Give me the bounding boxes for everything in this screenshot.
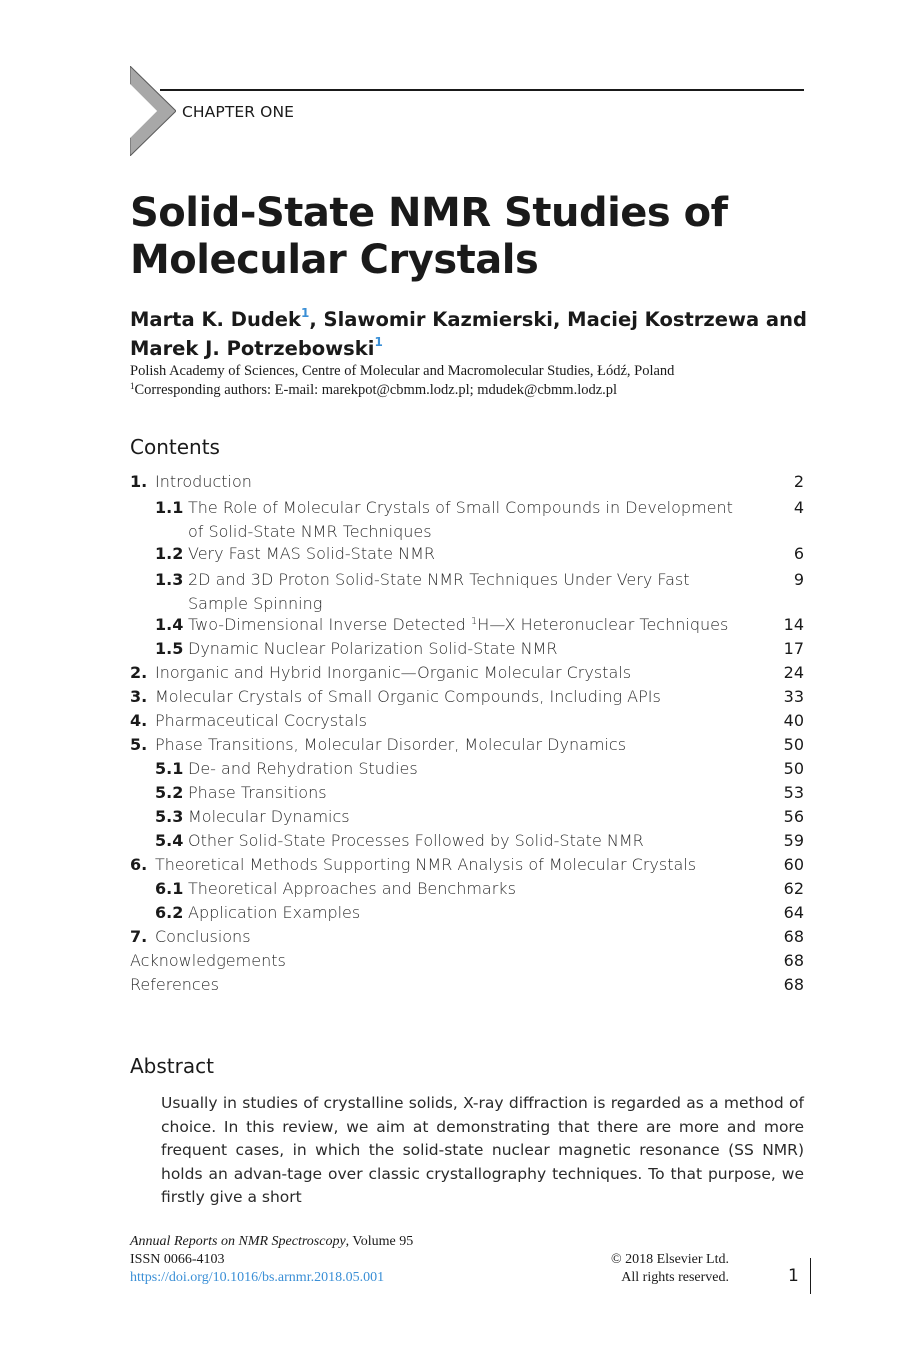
toc-page: 24 bbox=[783, 663, 804, 682]
toc-title: Inorganic and Hybrid Inorganic—Organic Molecular Crystals bbox=[155, 663, 632, 682]
toc-number: 1. bbox=[130, 472, 148, 491]
chapter-chevron-icon bbox=[130, 66, 176, 156]
toc-title: 2D and 3D Proton Solid-State NMR Techniques Under Very Fast Sample Spinning bbox=[188, 570, 690, 613]
rights: All rights reserved. bbox=[621, 1270, 729, 1285]
toc-page: 14 bbox=[783, 615, 804, 634]
toc-title: References bbox=[130, 975, 219, 994]
toc-title: Molecular Dynamics bbox=[188, 807, 350, 826]
toc-entry[interactable] bbox=[130, 759, 804, 783]
toc-page: 9 bbox=[793, 570, 804, 589]
toc-title: Conclusions bbox=[155, 927, 251, 946]
toc-number: 4. bbox=[130, 711, 148, 730]
toc-entry[interactable] bbox=[130, 951, 804, 975]
toc-entry[interactable] bbox=[130, 615, 804, 639]
toc-number: 1.3 bbox=[155, 570, 184, 589]
toc-title-sup: 1 bbox=[470, 616, 478, 627]
toc-page: 68 bbox=[783, 975, 804, 994]
affiliation-institution: Polish Academy of Sciences, Centre of Molecular and Macromolecular Studies, Łódź, Poland bbox=[130, 363, 675, 379]
toc-number: 7. bbox=[130, 927, 148, 946]
toc-entry[interactable] bbox=[130, 687, 804, 711]
chapter-label: CHAPTER ONE bbox=[182, 103, 295, 121]
page-number: 1 bbox=[788, 1266, 799, 1286]
toc-page: 56 bbox=[783, 807, 804, 826]
toc-title: Dynamic Nuclear Polarization Solid-State NMR bbox=[188, 639, 558, 658]
toc-number: 5.1 bbox=[155, 759, 184, 778]
toc-title: Pharmaceutical Cocrystals bbox=[155, 711, 367, 730]
toc-page: 4 bbox=[793, 498, 804, 517]
toc-entry[interactable] bbox=[130, 831, 804, 855]
toc-number: 5.4 bbox=[155, 831, 184, 850]
toc-page: 59 bbox=[783, 831, 804, 850]
toc-page: 68 bbox=[783, 951, 804, 970]
toc-entry[interactable] bbox=[130, 879, 804, 903]
author-affil-mark: 1 bbox=[300, 306, 310, 320]
corr-mark: 1 bbox=[130, 381, 135, 391]
toc-title: Phase Transitions bbox=[188, 783, 327, 802]
toc-title: Theoretical Approaches and Benchmarks bbox=[188, 879, 516, 898]
toc-entry[interactable] bbox=[130, 663, 804, 687]
toc-number: 6.1 bbox=[155, 879, 184, 898]
toc-title-part: Two-Dimensional Inverse Detected bbox=[188, 615, 471, 634]
journal-volume: , Volume 95 bbox=[345, 1234, 414, 1249]
abstract-text: Usually in studies of crystalline solids, X-ray diffraction is regarded as a method of choice. In this review, we aim at demonstrating that there are more and more frequent cases, in which the solid-state nuclear magnetic resonance (SS NMR) holds an advan-tage over classic crystallography techniques. To that purpose, we firstly give a short bbox=[161, 1094, 804, 1206]
toc-entry[interactable] bbox=[130, 496, 804, 544]
toc-number: 5.2 bbox=[155, 783, 184, 802]
toc-title: Theoretical Methods Supporting NMR Analysis of Molecular Crystals bbox=[155, 855, 697, 874]
journal-line bbox=[130, 1233, 413, 1251]
toc-title: Other Solid-State Processes Followed by Solid-State NMR bbox=[188, 831, 644, 850]
author-names: , Slawomir Kazmierski, Maciej Kostrzewa and bbox=[309, 308, 807, 331]
footer-copyright bbox=[590, 1251, 729, 1287]
toc-entry[interactable] bbox=[130, 735, 804, 759]
author-name: Marek J. Potrzebowski bbox=[130, 337, 375, 360]
toc-page: 60 bbox=[783, 855, 804, 874]
toc-entry[interactable] bbox=[130, 783, 804, 807]
toc-entry[interactable] bbox=[130, 639, 804, 663]
copyright: © 2018 Elsevier Ltd. bbox=[611, 1252, 729, 1267]
journal-name: Annual Reports on NMR Spectroscopy bbox=[130, 1234, 346, 1249]
doi-link[interactable]: https://doi.org/10.1016/bs.arnmr.2018.05.001 bbox=[130, 1270, 385, 1285]
toc-entry[interactable] bbox=[130, 975, 804, 999]
page-rule bbox=[810, 1258, 811, 1294]
table-of-contents bbox=[130, 472, 804, 999]
toc-page: 17 bbox=[783, 639, 804, 658]
toc-title bbox=[188, 615, 804, 634]
toc-number: 1.2 bbox=[155, 544, 184, 563]
affiliation-block bbox=[130, 362, 830, 400]
toc-title: Introduction bbox=[155, 472, 252, 491]
toc-entry[interactable] bbox=[130, 711, 804, 735]
title-line-1: Solid-State NMR Studies of bbox=[130, 190, 728, 236]
toc-number: 5. bbox=[130, 735, 148, 754]
contents-heading: Contents bbox=[130, 435, 220, 459]
toc-title: Very Fast MAS Solid-State NMR bbox=[188, 544, 435, 563]
toc-number: 1.1 bbox=[155, 498, 184, 517]
toc-title: Molecular Crystals of Small Organic Compounds, Including APIs bbox=[155, 687, 661, 706]
corresponding-authors bbox=[130, 381, 830, 400]
corresponding-text: Corresponding authors: E-mail: marekpot@cbmm.lodz.pl; mdudek@cbmm.lodz.pl bbox=[134, 382, 618, 398]
abstract-heading: Abstract bbox=[130, 1054, 214, 1078]
toc-entry[interactable] bbox=[130, 807, 804, 831]
toc-page: 64 bbox=[783, 903, 804, 922]
toc-entry[interactable] bbox=[130, 927, 804, 951]
toc-number: 3. bbox=[130, 687, 148, 706]
author-name: Marta K. Dudek bbox=[130, 308, 301, 331]
toc-title: The Role of Molecular Crystals of Small Compounds in Development of Solid-State NMR Techniques bbox=[188, 498, 733, 541]
toc-page: 68 bbox=[783, 927, 804, 946]
toc-number: 1.5 bbox=[155, 639, 184, 658]
toc-number: 1.4 bbox=[155, 615, 184, 634]
toc-page: 2 bbox=[793, 472, 804, 491]
toc-page: 50 bbox=[783, 735, 804, 754]
toc-entry[interactable] bbox=[130, 544, 804, 568]
author-list bbox=[130, 305, 810, 363]
toc-page: 62 bbox=[783, 879, 804, 898]
toc-number: 6. bbox=[130, 855, 148, 874]
article-title bbox=[130, 190, 810, 284]
issn: ISSN 0066-4103 bbox=[130, 1252, 225, 1267]
toc-page: 6 bbox=[793, 544, 804, 563]
toc-title-part: H—X Heteronuclear Techniques bbox=[477, 615, 729, 634]
toc-entry[interactable] bbox=[130, 472, 804, 496]
title-line-2: Molecular Crystals bbox=[130, 237, 539, 283]
toc-entry[interactable] bbox=[130, 568, 804, 615]
toc-page: 50 bbox=[783, 759, 804, 778]
toc-page: 40 bbox=[783, 711, 804, 730]
chapter-rule bbox=[160, 89, 804, 91]
toc-title: Acknowledgements bbox=[130, 951, 286, 970]
toc-title: De- and Rehydration Studies bbox=[188, 759, 418, 778]
toc-entry[interactable] bbox=[130, 855, 804, 879]
toc-page: 53 bbox=[783, 783, 804, 802]
toc-title: Phase Transitions, Molecular Disorder, Molecular Dynamics bbox=[155, 735, 627, 754]
toc-number: 2. bbox=[130, 663, 148, 682]
toc-page: 33 bbox=[783, 687, 804, 706]
toc-entry[interactable] bbox=[130, 903, 804, 927]
author-affil-mark: 1 bbox=[374, 335, 383, 349]
toc-title: Application Examples bbox=[188, 903, 361, 922]
toc-number: 5.3 bbox=[155, 807, 184, 826]
toc-number: 6.2 bbox=[155, 903, 184, 922]
footer-citation bbox=[130, 1233, 413, 1287]
